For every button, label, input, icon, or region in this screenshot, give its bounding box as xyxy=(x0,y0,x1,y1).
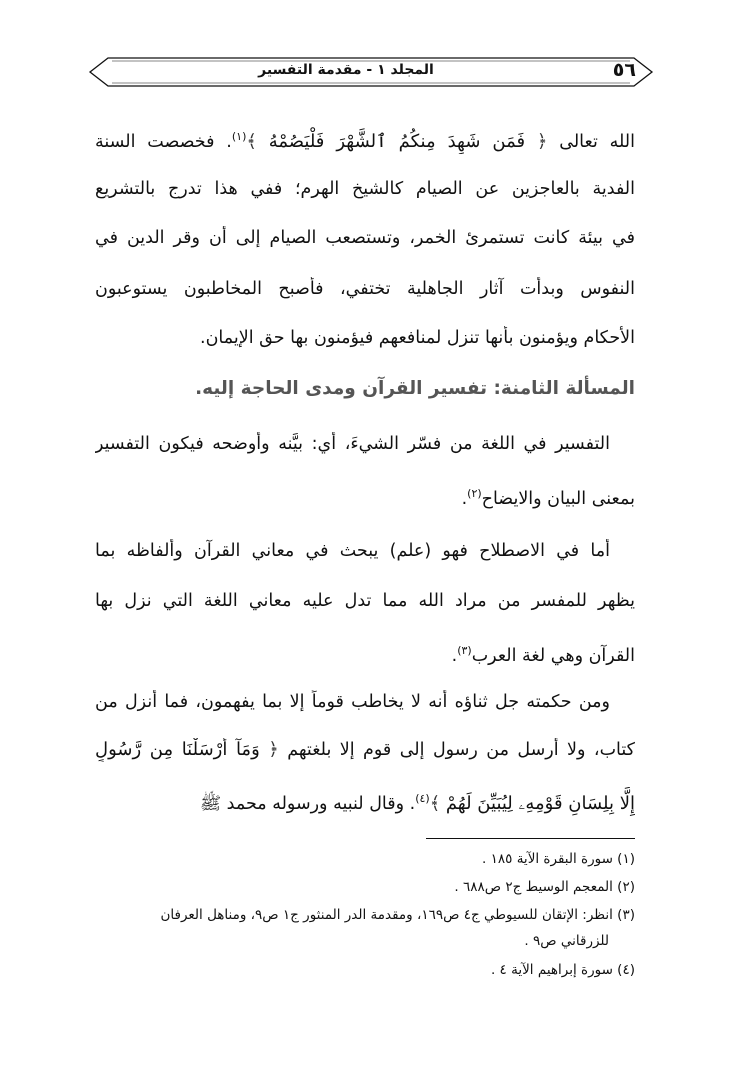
p1-line-2: الفدية بالعاجزين عن الصيام كالشيخ الهرم؛ ففي هذا تدرج بالتشريع xyxy=(95,179,635,199)
text-run: الله تعالى xyxy=(559,131,635,152)
quran-bracket-close: ﴾ xyxy=(429,792,441,814)
footnote-ref: (٣) xyxy=(457,644,472,657)
text-run: كتاب، ولا أرسل من رسول إلى قوم إلا بلغتهم xyxy=(287,740,635,760)
p2-line-2 xyxy=(95,482,635,511)
footnote-3: (٣) انظر: الإتقان للسيوطي ج٤ ص١٦٩، ومقدمة الدر المنثور ج١ ص٩، ومناهل العرفان xyxy=(160,907,635,923)
p1-line-3: في بيئة كانت تستمرئ الخمر، وتستصعب الصيام إلى أن وقر الدين في xyxy=(95,228,635,248)
p1-line-4: النفوس وبدأت آثار الجاهلية تختفي، فأصبح المخاطبون يستوعبون xyxy=(95,279,635,299)
running-title: المجلد ١ - مقدمة التفسير xyxy=(258,62,434,78)
quran-bracket-open: ﴿ xyxy=(536,130,548,152)
quran-bracket-close: ﴾ xyxy=(246,130,257,152)
quran-verse: فَمَن شَهِدَ مِنكُمُ ٱلشَّهْرَ فَلْيَصُمْهُ xyxy=(268,130,526,152)
p3-line-3 xyxy=(95,639,635,668)
footnote-ref: (٤) xyxy=(415,792,430,805)
p4-line-2 xyxy=(95,738,635,762)
text-run: . وقال لنبيه ورسوله محمد ﷺ xyxy=(199,793,416,814)
text-run: بمعنى البيان والايضاح xyxy=(481,488,635,509)
p1-line-1 xyxy=(95,125,635,154)
text-run: . فخصصت السنة xyxy=(95,131,232,152)
p4-line-1: ومن حكمته جل ثناؤه أنه لا يخاطب قوماً إلا بما يفهمون، فما أنزل من xyxy=(95,692,610,712)
section-heading: المسألة الثامنة: تفسير القرآن ومدى الحاجة إليه. xyxy=(195,378,635,399)
page-header xyxy=(86,52,656,92)
text-run: القرآن وهي لغة العرب xyxy=(471,645,635,666)
p1-line-5: الأحكام ويؤمنون بأنها تنزل لمنافعهم فيؤمنون بها حق الإيمان. xyxy=(200,328,635,348)
quran-verse: إِلَّا بِلِسَانِ قَوْمِهِۦ لِيُبَيِّنَ لَهُمْ xyxy=(445,792,635,814)
quran-bracket-open: ﴿ xyxy=(268,739,279,760)
text-run: . xyxy=(451,645,458,666)
p4-line-3 xyxy=(95,787,635,816)
p3-line-2: يظهر للمفسر من مراد الله مما تدل عليه معاني اللغة التي نزل بها xyxy=(95,591,635,611)
footnote-2: (٢) المعجم الوسيط ج٢ ص٦٨٨ . xyxy=(454,879,635,895)
page-number: ٥٦ xyxy=(612,59,636,81)
footnote-ref: (٢) xyxy=(467,487,482,500)
footnote-1: (١) سورة البقرة الآية ١٨٥ . xyxy=(482,851,635,867)
footnote-divider xyxy=(426,838,635,839)
footnote-3-continued: للزرقاني ص٩ . xyxy=(524,933,609,949)
p2-line-1: التفسير في اللغة من فسّر الشيءَ، أي: بيَّنه وأوضحه فيكون التفسير xyxy=(95,434,610,454)
footnote-ref: (١) xyxy=(231,130,247,143)
footnote-4: (٤) سورة إبراهيم الآية ٤ . xyxy=(490,962,635,978)
p3-line-1: أما في الاصطلاح فهو (علم) يبحث في معاني القرآن وألفاظه بما xyxy=(95,541,610,561)
text-run: . xyxy=(461,488,468,509)
quran-verse: وَمَآ أَرْسَلْنَا مِن رَّسُولٍ xyxy=(95,739,260,760)
